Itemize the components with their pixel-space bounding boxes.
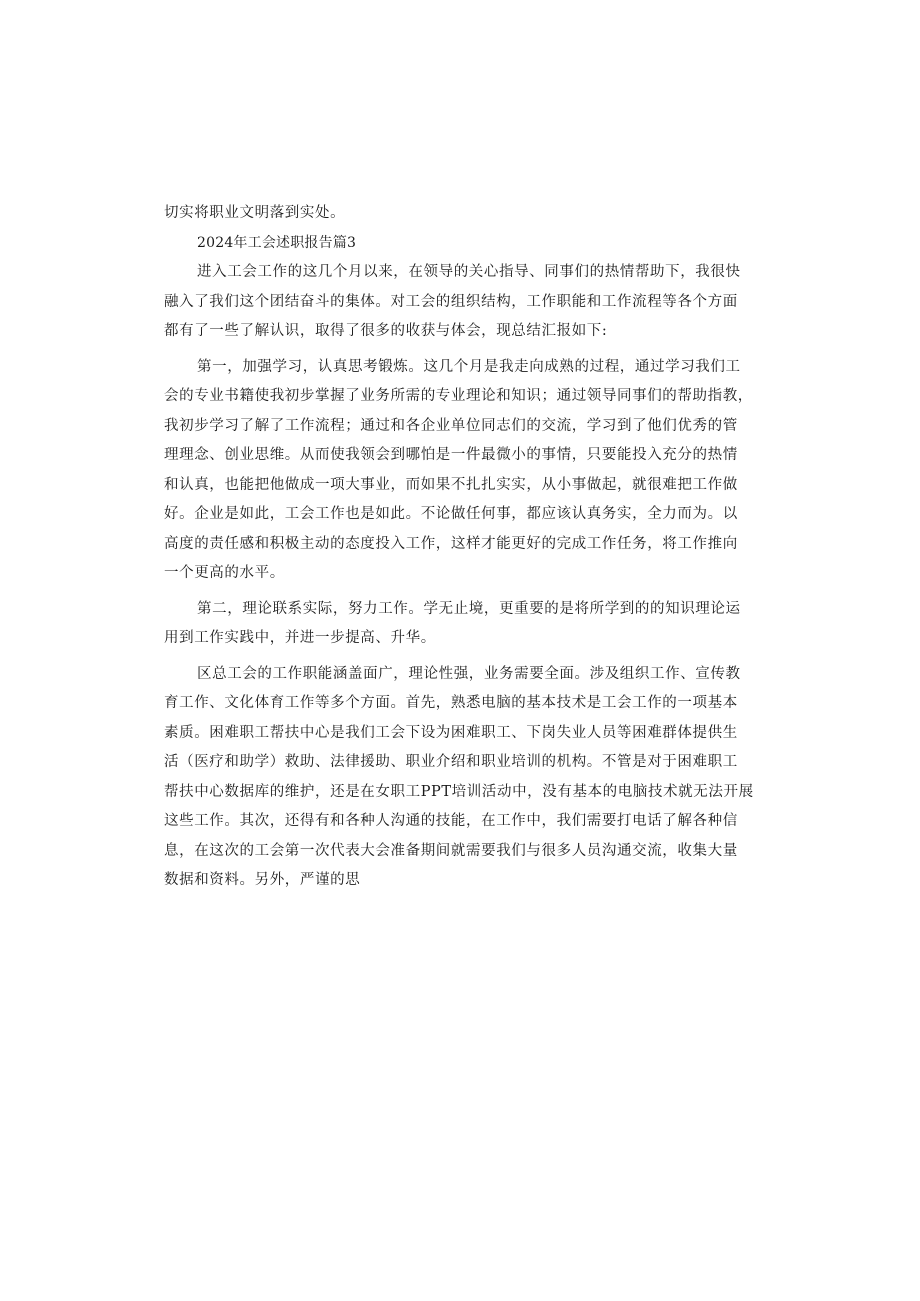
continuation-text: 切实将职业文明落到实处。 <box>164 205 346 221</box>
paragraph-intro: 进入工会工作的这几个月以来，在领导的关心指导、同事们的热情帮助下，我很快 融入了我们这个团结奋斗的集体。对工会的组织结构，工作职能和工作流程等各个方面 都有了一些了解认识，取得了很多的收获与体会，现总结汇报如下: <box>164 264 741 339</box>
paragraph-second-point: 第二，理论联系实际，努力工作。学无止境，更重要的是将所学到的的知识理论运 用到工作实践中，并进一步提高、升华。 <box>164 600 741 646</box>
section-title: 2024年工会述职报告篇3 <box>197 234 357 251</box>
document-page <box>164 199 756 896</box>
paragraph-first-point: 第一，加强学习，认真思考锻炼。这几个月是我走向成熟的过程，通过学习我们工 会的专业书籍使我初步掌握了业务所需的专业理论和知识；通过领导同事们的帮助指教， 我初步学习了解了工作流程；通过和各企业单位同志们的交流，学习到了他们优秀的管 理理念、创业思维。从而使我领会到哪怕是一件最微小的事情，只要能投入充分的热情 和认真，也能把他做成一项大事业，而如果不扎扎实实，从小事做起，就很难把工作做 好。企业是如此，工会工作也是如此。不论做任何事，都应该认真务实，全力而为。以 高度的责任感和积极主动的态度投入工作，这样才能更好的完成工作任务，将工作推向 一个更高的水平。 <box>164 358 753 581</box>
paragraph-district-union: 区总工会的工作职能涵盖面广，理论性强，业务需要全面。涉及组织工作、宣传教 育工作、文化体育工作等多个方面。首先，熟悉电脑的基本技术是工会工作的一项基本 素质。困难职工帮扶中心是我们工会下设为困难职工、下岗失业人员等困难群体提供生 活（医疗和助学）救助、法律援助、职业介绍和职业培训的机构。不管是对于困难职工 帮扶中心数据库的维护，还是在女职工PPT培训活动中，没有基本的电脑技术就无法开展 这些工作。其次，还得有和各种人沟通的技能，在工作中，我们需要打电话了解各种信 息，在这次的工会第一次代表大会准备期间就需要我们与很多人员沟通交流，收集大量 数据和资料。另外，严谨的思 <box>164 665 754 888</box>
